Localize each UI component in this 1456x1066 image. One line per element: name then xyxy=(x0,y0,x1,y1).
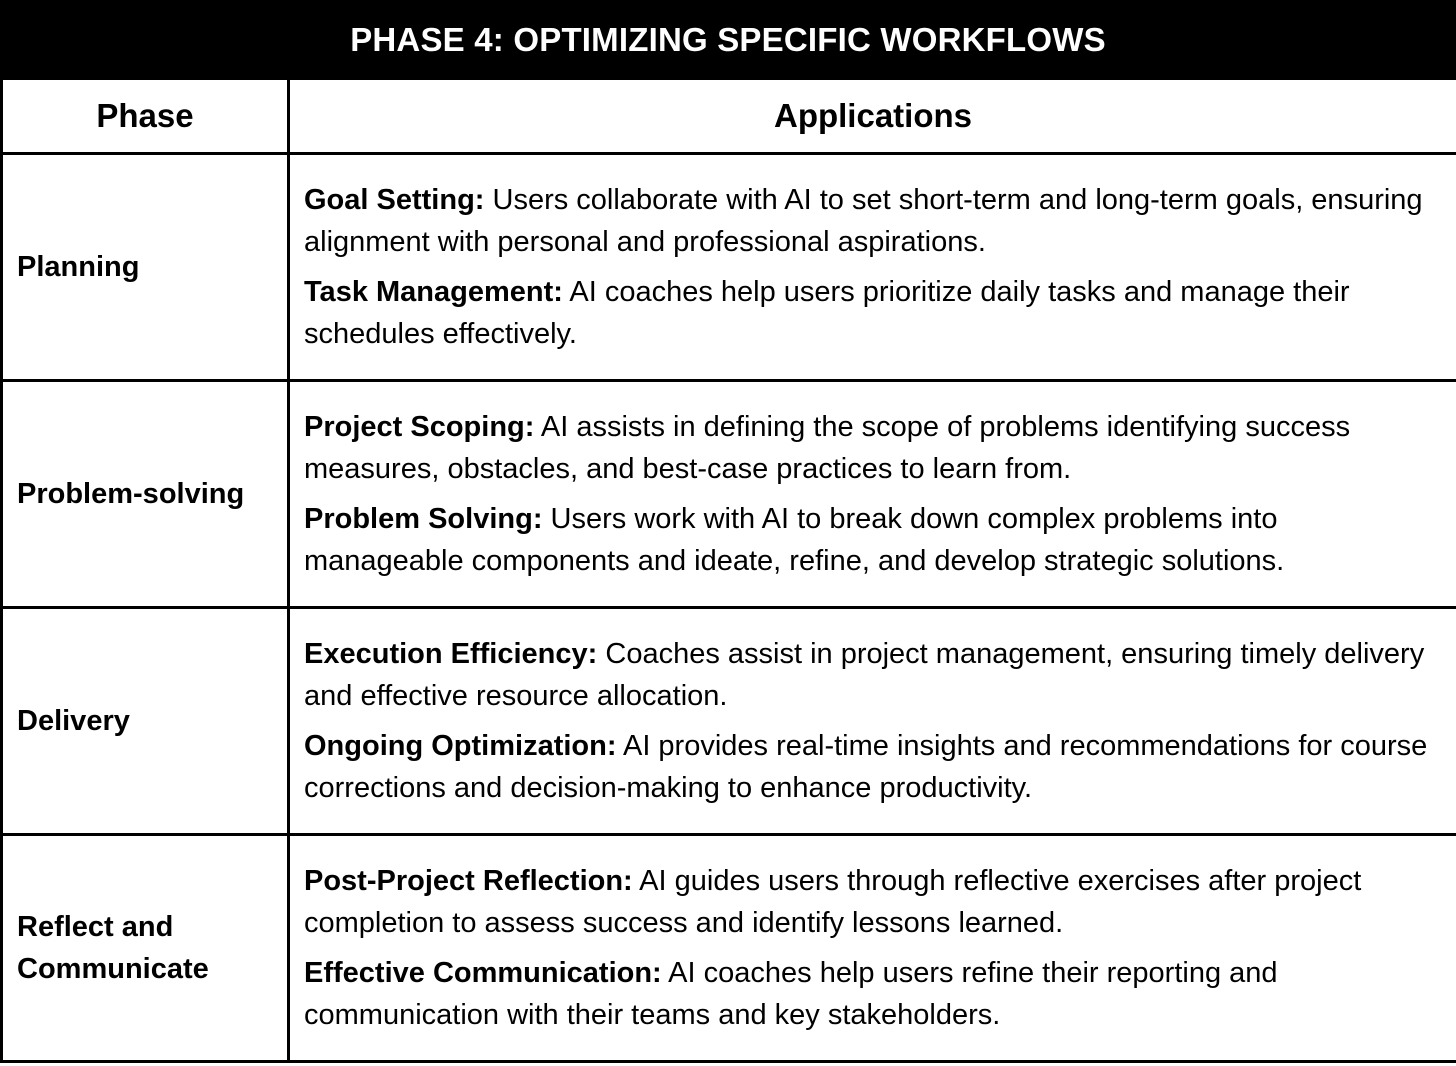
table-row xyxy=(2,380,1456,607)
application-term: Post-Project Reflection: xyxy=(304,864,633,897)
application-text: AI provides real-time insights and recommendations for course corrections and decision-making to enhance productivity. xyxy=(304,729,1428,804)
application-term: Problem Solving: xyxy=(304,502,543,535)
application-entry xyxy=(304,179,1442,263)
application-entry xyxy=(304,498,1442,582)
application-text: AI coaches help users refine their reporting and communication with their teams and key stakeholders. xyxy=(304,956,1278,1031)
phase-cell: Delivery xyxy=(2,607,289,834)
application-text: AI guides users through reflective exercises after project completion to assess success and identify lessons learned. xyxy=(304,864,1362,939)
application-text: Users collaborate with AI to set short-term and long-term goals, ensuring alignment with personal and professional aspirations. xyxy=(304,183,1423,258)
application-term: Execution Efficiency: xyxy=(304,637,598,670)
application-term: Task Management: xyxy=(304,275,563,308)
applications-cell xyxy=(289,607,1456,834)
table-row xyxy=(2,834,1456,1061)
applications-cell xyxy=(289,834,1456,1061)
application-entry xyxy=(304,633,1442,717)
table-header-row xyxy=(2,80,1456,153)
column-header-phase: Phase xyxy=(2,80,289,153)
phase-cell: Planning xyxy=(2,153,289,380)
page-title: PHASE 4: OPTIMIZING SPECIFIC WORKFLOWS xyxy=(0,0,1456,80)
applications-cell xyxy=(289,153,1456,380)
application-term: Goal Setting: xyxy=(304,183,485,216)
table-row xyxy=(2,607,1456,834)
application-entry xyxy=(304,725,1442,809)
application-text: AI coaches help users prioritize daily tasks and manage their schedules effectively. xyxy=(304,275,1350,350)
table-row xyxy=(2,153,1456,380)
workflow-table xyxy=(0,80,1456,1063)
column-header-applications: Applications xyxy=(289,80,1456,153)
application-entry xyxy=(304,860,1442,944)
application-text: Users work with AI to break down complex problems into manageable components and ideate, refine, and develop strategic solutions. xyxy=(304,502,1285,577)
applications-cell xyxy=(289,380,1456,607)
application-term: Effective Communication: xyxy=(304,956,662,989)
phase-cell: Problem-solving xyxy=(2,380,289,607)
phase-cell: Reflect and Communicate xyxy=(2,834,289,1061)
application-text: Coaches assist in project management, ensuring timely delivery and effective resource allocation. xyxy=(304,637,1425,712)
application-entry xyxy=(304,406,1442,490)
application-term: Project Scoping: xyxy=(304,410,535,443)
application-entry xyxy=(304,271,1442,355)
application-term: Ongoing Optimization: xyxy=(304,729,617,762)
application-entry xyxy=(304,952,1442,1036)
application-text: AI assists in defining the scope of problems identifying success measures, obstacles, and best-case practices to learn from. xyxy=(304,410,1351,485)
